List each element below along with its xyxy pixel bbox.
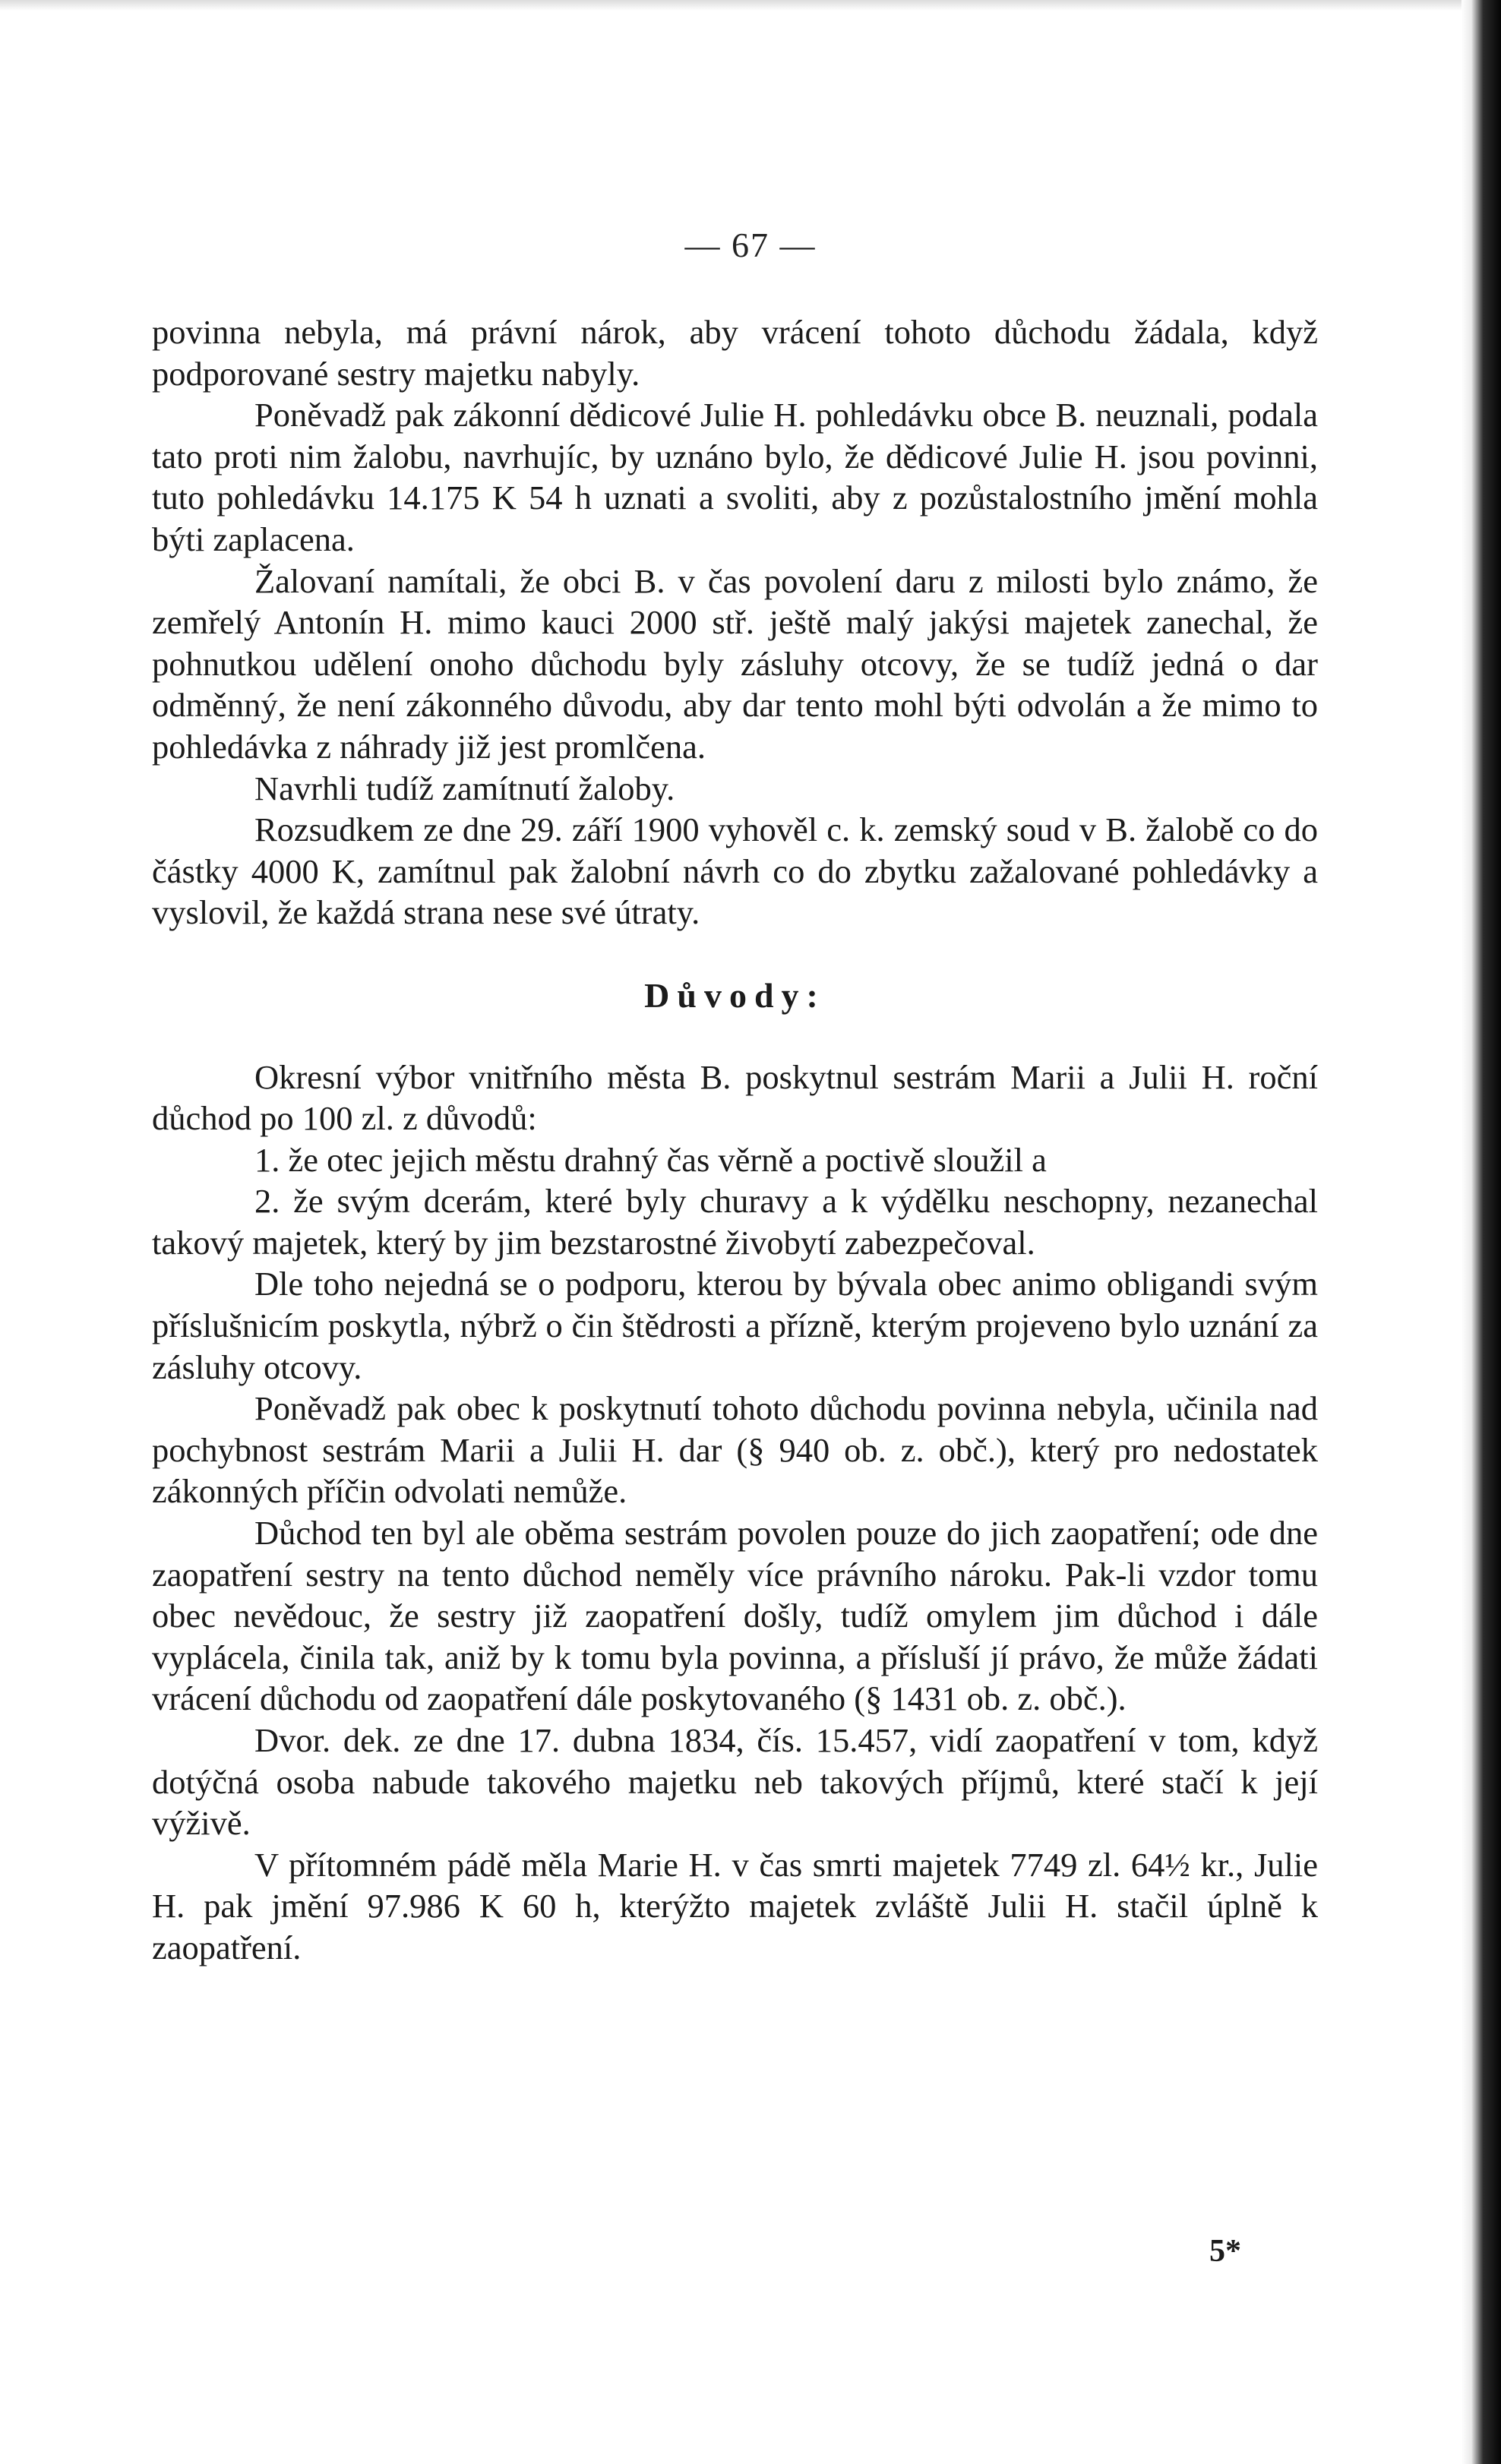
list-item: 2. že svým dcerám, které byly churavy a k výdělku neschopny, nezanechal takový majetek, který by jim bezstarostné živobytí zabezpečoval. xyxy=(152,1182,1318,1262)
paragraph: Dle toho nejedná se o podporu, kterou by bývala obec animo obligandi svým příslušnicím poskytla, nýbrž o čin štědrosti a přízně, kterým projeveno bylo uznání za zásluhy otcovy. xyxy=(152,1265,1318,1386)
paragraph: V přítomném pádě měla Marie H. v čas smrti majetek 7749 zl. 64½ kr., Julie H. pak jmění 97.986 K 60 h, kterýžto majetek zvláště Julii H. stačil úplně k zaopatření. xyxy=(152,1845,1318,1966)
body-text xyxy=(152,311,1318,1969)
paragraph: Rozsudkem ze dne 29. září 1900 vyhověl c. k. zemský soud v B. žalobě co do částky 4000 K, zamítnul pak žalobní návrh co do zbytku zažalované pohledávky a vyslovil, že každá strana nese své útraty. xyxy=(152,810,1318,932)
paragraph-continued: povinna nebyla, má právní nárok, aby vrácení tohoto důchodu žádala, když podporované sestry majetku nabyly. xyxy=(152,313,1318,393)
paragraph: Důchod ten byl ale oběma sestrám povolen pouze do jich zaopatření; ode dne zaopatření sestry na tento důchod neměly více právního nároku. Pak-li vzdor tomu obec nevědouc, že sestry již zaopatření došly, tudíž omylem jim důchod i dále vyplácela, činila tak, aniž by k tomu byla povinna, a přísluší jí právo, že může žádati vrácení důchodu od zaopatření dále poskytovaného (§ 1431 ob. z. obč.). xyxy=(152,1514,1318,1718)
page-number: — 67 — xyxy=(684,226,817,264)
printer-signature-mark: 5* xyxy=(1209,2234,1241,2269)
paragraph: Dvor. dek. ze dne 17. dubna 1834, čís. 15.457, vidí zaopatření v tom, když dotýčná osoba nabude takového majetku neb takových příjmů, které stačí k její výživě. xyxy=(152,1721,1318,1843)
paragraph: Navrhli tudíž zamítnutí žaloby. xyxy=(254,769,675,807)
section-heading: Důvody: xyxy=(644,975,826,1015)
paragraph: Poněvadž pak obec k poskytnutí tohoto důchodu povinna nebyla, učinila nad pochybnost sestrám Marii a Julii H. dar (§ 940 ob. z. obč.), který pro nedostatek zákonných příčin odvolati nemůže. xyxy=(152,1389,1318,1511)
paragraph: Okresní výbor vnitřního města B. poskytnul sestrám Marii a Julii H. roční důchod po 100 zl. z důvodů: xyxy=(152,1057,1318,1138)
list-item: 1. že otec jejich městu drahný čas věrně a poctivě sloužil a xyxy=(254,1140,1047,1179)
paragraph: Poněvadž pak zákonní dědicové Julie H. pohledávku obce B. neuznali, podala tato proti nim žalobu, navrhujíc, by uznáno bylo, že dědicové Julie H. jsou povinni, tuto pohledávku 14.175 K 54 h uznati a svoliti, aby z pozůstalostního jmění mohla býti zaplacena. xyxy=(152,396,1318,558)
paragraph: Žalovaní namítali, že obci B. v čas povolení daru z milosti bylo známo, že zemřelý Antonín H. mimo kauci 2000 stř. ještě malý jakýsi majetek zanechal, že pohnutkou udělení onoho důchodu byly zásluhy otcovy, že se tudíž jedná o dar odměnný, že není zákonného důvodu, aby dar tento mohl býti odvolán a že mimo to pohledávka z náhrady již jest promlčena. xyxy=(152,561,1318,766)
